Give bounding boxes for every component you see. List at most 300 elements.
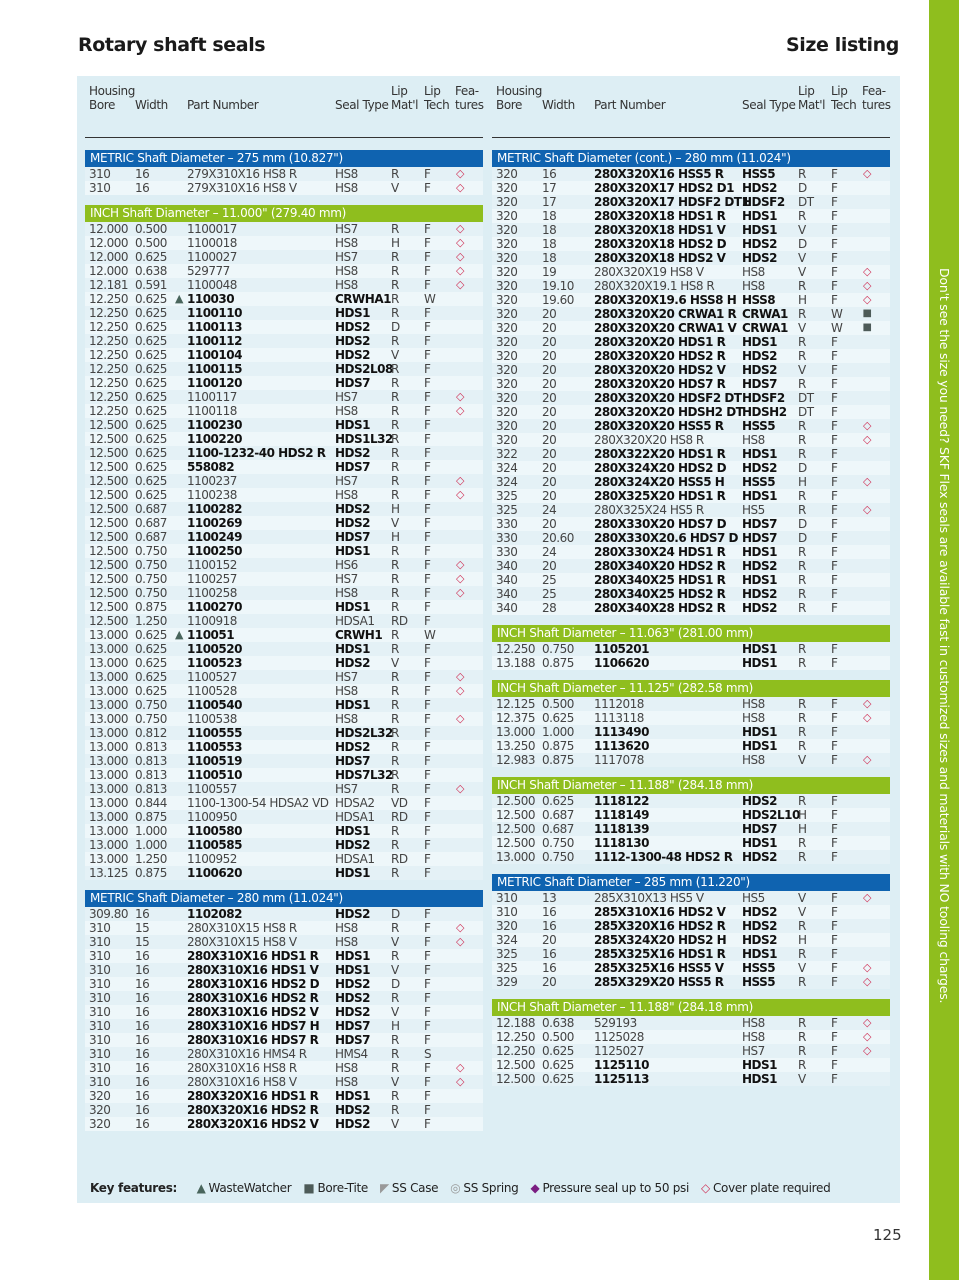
housing-bore: 320 bbox=[496, 237, 518, 251]
seal-type: HS8 bbox=[335, 236, 358, 250]
seal-type: HSS5 bbox=[742, 419, 776, 433]
width: 25 bbox=[542, 587, 557, 601]
housing-bore: 320 bbox=[496, 307, 518, 321]
housing-bore: 12.500 bbox=[89, 530, 128, 544]
seal-type: HDS2 bbox=[742, 587, 777, 601]
part-number: 285X310X13 HS5 V bbox=[594, 891, 704, 905]
width: 20 bbox=[542, 559, 557, 573]
cover-plate-icon: ◇ bbox=[863, 1030, 871, 1043]
part-number: 280X320X19.6 HSS8 H bbox=[594, 293, 737, 307]
part-number: 285X320X16 HDS2 R bbox=[594, 919, 726, 933]
width: 0.875 bbox=[542, 656, 574, 670]
lip-material: R bbox=[391, 782, 399, 796]
table-row bbox=[492, 642, 890, 656]
bore-tite-icon: ■ bbox=[303, 1181, 315, 1195]
width: 1.000 bbox=[135, 824, 167, 838]
table-row bbox=[85, 474, 483, 488]
lip-material: D bbox=[798, 181, 807, 195]
seal-type: HS7 bbox=[335, 222, 358, 236]
cover-plate-icon: ◇ bbox=[456, 670, 464, 683]
seal-type: HDS1 bbox=[742, 447, 777, 461]
seal-type: HDS2 bbox=[742, 850, 777, 864]
lip-tech: F bbox=[424, 432, 431, 446]
table-row bbox=[492, 850, 890, 864]
housing-bore: 13.250 bbox=[496, 739, 535, 753]
width: 0.812 bbox=[135, 726, 167, 740]
part-number: 1100249 bbox=[187, 530, 242, 544]
width: 0.687 bbox=[542, 808, 574, 822]
housing-bore: 310 bbox=[89, 1075, 111, 1089]
part-number: 280X310X16 HS8 R bbox=[187, 1061, 297, 1075]
part-number: 280X320X20 HDS7 R bbox=[594, 377, 726, 391]
lip-material: R bbox=[391, 558, 399, 572]
table-row bbox=[492, 933, 890, 947]
table-row bbox=[85, 963, 483, 977]
lip-material: H bbox=[798, 933, 807, 947]
inch-shaft-section bbox=[492, 625, 890, 670]
part-number: 1125110 bbox=[594, 1058, 649, 1072]
cover-plate-icon: ◇ bbox=[456, 222, 464, 235]
lip-material: D bbox=[798, 517, 807, 531]
lip-material: R bbox=[391, 991, 399, 1005]
header-housing-bore: Housing Bore bbox=[89, 84, 135, 112]
table-row bbox=[492, 905, 890, 919]
wastewatcher-icon: ▲ bbox=[175, 292, 183, 305]
wastewatcher-icon: ▲ bbox=[196, 1181, 206, 1195]
table-row bbox=[492, 279, 890, 293]
lip-material: R bbox=[391, 1103, 399, 1117]
lip-tech: F bbox=[424, 460, 431, 474]
housing-bore: 320 bbox=[496, 321, 518, 335]
width: 20 bbox=[542, 489, 557, 503]
table-row bbox=[492, 307, 890, 321]
width: 20 bbox=[542, 405, 557, 419]
table-row bbox=[492, 419, 890, 433]
seal-type: HDSA1 bbox=[335, 852, 375, 866]
lip-material: R bbox=[798, 642, 806, 656]
lip-tech: F bbox=[424, 712, 431, 726]
part-number: 1118130 bbox=[594, 836, 649, 850]
seal-type: HS8 bbox=[335, 712, 358, 726]
part-number: 280X310X16 HDS1 R bbox=[187, 949, 319, 963]
lip-material: DT bbox=[798, 405, 814, 419]
part-number: 1100553 bbox=[187, 740, 242, 754]
lip-material: R bbox=[798, 307, 806, 321]
lip-tech: F bbox=[424, 754, 431, 768]
lip-tech: F bbox=[831, 1016, 838, 1030]
table-row bbox=[85, 796, 483, 810]
lip-material: RD bbox=[391, 852, 408, 866]
lip-material: D bbox=[798, 461, 807, 475]
side-banner bbox=[929, 0, 959, 1280]
housing-bore: 340 bbox=[496, 587, 518, 601]
column-header bbox=[492, 76, 890, 138]
width: 25 bbox=[542, 573, 557, 587]
lip-material: V bbox=[798, 251, 806, 265]
seal-type: HDS2 bbox=[742, 559, 777, 573]
lip-material: V bbox=[798, 753, 806, 767]
lip-material: H bbox=[391, 502, 400, 516]
width: 16 bbox=[135, 991, 150, 1005]
housing-bore: 13.000 bbox=[89, 698, 128, 712]
width: 16 bbox=[542, 919, 557, 933]
part-number: 1100555 bbox=[187, 726, 242, 740]
width: 0.500 bbox=[542, 697, 574, 711]
lip-material: R bbox=[391, 670, 399, 684]
housing-bore: 310 bbox=[89, 1061, 111, 1075]
lip-material: R bbox=[391, 334, 399, 348]
part-number: 280X330X20.6 HDS7 D bbox=[594, 531, 739, 545]
part-number: 1100117 bbox=[187, 390, 237, 404]
table-row bbox=[85, 348, 483, 362]
part-number: 1100510 bbox=[187, 768, 242, 782]
table-row bbox=[85, 292, 483, 306]
lip-material: V bbox=[391, 656, 399, 670]
lip-tech: F bbox=[831, 545, 838, 559]
seal-type: HDS2 bbox=[742, 601, 777, 615]
width: 20 bbox=[542, 391, 557, 405]
table-row bbox=[85, 698, 483, 712]
seal-type: HDS2 bbox=[335, 1103, 370, 1117]
seal-type: HS7 bbox=[335, 670, 358, 684]
table-row bbox=[85, 418, 483, 432]
lip-tech: F bbox=[831, 642, 838, 656]
seal-type: HDS2 bbox=[742, 919, 777, 933]
cover-plate-icon: ◇ bbox=[863, 167, 871, 180]
lip-material: R bbox=[391, 712, 399, 726]
table-row bbox=[85, 1033, 483, 1047]
width: 16 bbox=[135, 907, 150, 921]
seal-type: HDS2 bbox=[742, 237, 777, 251]
seal-type: HS8 bbox=[742, 753, 765, 767]
width: 28 bbox=[542, 601, 557, 615]
part-number: 1100-1300-54 HDSA2 VD bbox=[187, 796, 329, 810]
housing-bore: 320 bbox=[496, 363, 518, 377]
table-row bbox=[85, 1047, 483, 1061]
part-number: 1105201 bbox=[594, 642, 649, 656]
part-number: 110051 bbox=[187, 628, 235, 642]
width: 0.750 bbox=[542, 850, 574, 864]
lip-material: R bbox=[391, 250, 399, 264]
lip-material: R bbox=[798, 725, 806, 739]
seal-type: HDS1 bbox=[742, 573, 777, 587]
lip-tech: F bbox=[424, 572, 431, 586]
left-sections bbox=[85, 150, 483, 1131]
table-row bbox=[85, 852, 483, 866]
lip-tech: F bbox=[831, 794, 838, 808]
part-number: 280X340X25 HDS2 R bbox=[594, 587, 726, 601]
table-row bbox=[492, 377, 890, 391]
table-row bbox=[492, 209, 890, 223]
housing-bore: 324 bbox=[496, 933, 518, 947]
lip-material: R bbox=[391, 418, 399, 432]
part-number: 280X320X20 HS8 R bbox=[594, 433, 704, 447]
table-row bbox=[85, 264, 483, 278]
width: 16 bbox=[135, 1103, 150, 1117]
table-row bbox=[492, 405, 890, 419]
lip-material: R bbox=[391, 222, 399, 236]
part-number: 1100950 bbox=[187, 810, 237, 824]
housing-bore: 12.000 bbox=[89, 250, 128, 264]
width: 16 bbox=[135, 1089, 150, 1103]
lip-material: R bbox=[798, 697, 806, 711]
housing-bore: 12.500 bbox=[89, 586, 128, 600]
lip-tech: F bbox=[424, 530, 431, 544]
metric-shaft-section bbox=[85, 890, 483, 1131]
seal-type: HDS1 bbox=[742, 656, 777, 670]
lip-tech: F bbox=[831, 753, 838, 767]
part-number: 280X320X20 CRWA1 R bbox=[594, 307, 737, 321]
part-number: 285X310X16 HDS2 V bbox=[594, 905, 726, 919]
cover-plate-icon: ◇ bbox=[456, 264, 464, 277]
housing-bore: 12.500 bbox=[496, 836, 535, 850]
table-row bbox=[85, 390, 483, 404]
lip-tech: F bbox=[831, 531, 838, 545]
lip-tech: F bbox=[831, 391, 838, 405]
width: 16 bbox=[135, 1061, 150, 1075]
seal-type: HDS2 bbox=[335, 348, 370, 362]
housing-bore: 12.000 bbox=[89, 264, 128, 278]
part-number: 1112-1300-48 HDS2 R bbox=[594, 850, 733, 864]
cover-plate-icon: ◇ bbox=[456, 404, 464, 417]
part-number: 1100220 bbox=[187, 432, 242, 446]
lip-material: R bbox=[391, 824, 399, 838]
width: 0.625 bbox=[135, 390, 167, 404]
lip-material: V bbox=[391, 963, 399, 977]
seal-type: HDS2 bbox=[742, 461, 777, 475]
lip-material: R bbox=[798, 209, 806, 223]
lip-tech: F bbox=[831, 573, 838, 587]
lip-material: R bbox=[798, 711, 806, 725]
table-row bbox=[85, 949, 483, 963]
seal-type: HDS1 bbox=[335, 544, 370, 558]
cover-plate-icon: ◇ bbox=[456, 586, 464, 599]
width: 17 bbox=[542, 181, 557, 195]
housing-bore: 12.250 bbox=[89, 306, 128, 320]
cover-plate-icon: ◇ bbox=[863, 753, 871, 766]
table-row bbox=[85, 488, 483, 502]
lip-material: R bbox=[798, 349, 806, 363]
table-row bbox=[85, 670, 483, 684]
width: 16 bbox=[135, 1019, 150, 1033]
lip-material: V bbox=[391, 1075, 399, 1089]
part-number: 1117078 bbox=[594, 753, 644, 767]
lip-tech: F bbox=[831, 447, 838, 461]
width: 20 bbox=[542, 349, 557, 363]
lip-material: R bbox=[798, 489, 806, 503]
right-sections bbox=[492, 150, 890, 1086]
lip-material: R bbox=[798, 447, 806, 461]
lip-tech: F bbox=[424, 810, 431, 824]
housing-bore: 12.000 bbox=[89, 236, 128, 250]
lip-tech: F bbox=[424, 1089, 431, 1103]
lip-tech: F bbox=[831, 349, 838, 363]
seal-type: HS5 bbox=[742, 503, 765, 517]
lip-tech: F bbox=[424, 250, 431, 264]
width: 0.687 bbox=[135, 530, 167, 544]
lip-material: VD bbox=[391, 796, 408, 810]
part-number: 279X310X16 HS8 R bbox=[187, 167, 297, 181]
lip-material: R bbox=[391, 292, 399, 306]
lip-material: R bbox=[391, 474, 399, 488]
lip-tech: F bbox=[831, 559, 838, 573]
seal-type: HS8 bbox=[335, 935, 358, 949]
lip-material: R bbox=[798, 1030, 806, 1044]
table-row bbox=[492, 181, 890, 195]
width: 16 bbox=[135, 977, 150, 991]
seal-type: HMS4 bbox=[335, 1047, 368, 1061]
lip-tech: F bbox=[831, 433, 838, 447]
seal-type: HS8 bbox=[742, 265, 765, 279]
cover-plate-icon: ◇ bbox=[863, 265, 871, 278]
part-number: 280X324X20 HSS5 H bbox=[594, 475, 725, 489]
width: 18 bbox=[542, 223, 557, 237]
lip-material: R bbox=[391, 306, 399, 320]
lip-material: D bbox=[391, 977, 400, 991]
housing-bore: 340 bbox=[496, 573, 518, 587]
lip-tech: F bbox=[424, 963, 431, 977]
width: 0.625 bbox=[135, 432, 167, 446]
housing-bore: 12.500 bbox=[89, 614, 128, 628]
header-features: Fea- tures bbox=[455, 84, 484, 112]
width: 0.625 bbox=[135, 474, 167, 488]
table-row bbox=[85, 754, 483, 768]
header-part-number: Part Number bbox=[187, 98, 259, 112]
width: 18 bbox=[542, 209, 557, 223]
table-row bbox=[492, 391, 890, 405]
housing-bore: 13.000 bbox=[89, 628, 128, 642]
seal-type: HDS2 bbox=[335, 1005, 370, 1019]
housing-bore: 12.500 bbox=[496, 794, 535, 808]
table-row bbox=[85, 1019, 483, 1033]
width: 0.591 bbox=[135, 278, 167, 292]
legend-label: Pressure seal up to 50 psi bbox=[542, 1181, 690, 1195]
lip-tech: F bbox=[424, 516, 431, 530]
width: 0.625 bbox=[135, 488, 167, 502]
housing-bore: 13.000 bbox=[89, 642, 128, 656]
width: 0.813 bbox=[135, 782, 167, 796]
lip-material: H bbox=[391, 1019, 400, 1033]
part-number: 280X340X25 HDS1 R bbox=[594, 573, 726, 587]
lip-tech: F bbox=[831, 836, 838, 850]
lip-material: R bbox=[798, 545, 806, 559]
table-row bbox=[492, 447, 890, 461]
right-column bbox=[492, 76, 890, 1086]
lip-material: R bbox=[798, 419, 806, 433]
seal-type: HDSA2 bbox=[335, 796, 375, 810]
part-number: 280X320X18 HDS1 R bbox=[594, 209, 726, 223]
width: 1.250 bbox=[135, 614, 167, 628]
inch-shaft-section bbox=[492, 680, 890, 767]
width: 0.625 bbox=[542, 1072, 574, 1086]
lip-material: V bbox=[798, 961, 806, 975]
housing-bore: 12.500 bbox=[496, 1072, 535, 1086]
lip-material: H bbox=[798, 293, 807, 307]
width: 20 bbox=[542, 461, 557, 475]
lip-material: R bbox=[798, 919, 806, 933]
part-number: 1100113 bbox=[187, 320, 242, 334]
table-row bbox=[492, 517, 890, 531]
housing-bore: 310 bbox=[89, 991, 111, 1005]
seal-type: HS8 bbox=[335, 1061, 358, 1075]
part-number: 280X330X20 HDS7 D bbox=[594, 517, 727, 531]
housing-bore: 12.250 bbox=[89, 362, 128, 376]
table-row bbox=[85, 810, 483, 824]
lip-material: R bbox=[391, 754, 399, 768]
seal-type: HDS1L32 bbox=[335, 432, 393, 446]
table-row bbox=[492, 461, 890, 475]
lip-material: R bbox=[391, 921, 399, 935]
lip-tech: F bbox=[831, 1072, 838, 1086]
part-number: 1100237 bbox=[187, 474, 237, 488]
lip-material: R bbox=[391, 167, 399, 181]
part-number: 1125113 bbox=[594, 1072, 649, 1086]
table-row bbox=[492, 489, 890, 503]
table-row bbox=[492, 601, 890, 615]
part-number: 1100952 bbox=[187, 852, 237, 866]
section-heading: INCH Shaft Diameter – 11.125" (282.58 mm) bbox=[492, 680, 890, 697]
housing-bore: 310 bbox=[496, 891, 518, 905]
part-number: 1125027 bbox=[594, 1044, 644, 1058]
lip-tech: F bbox=[831, 711, 838, 725]
part-number: 529777 bbox=[187, 264, 230, 278]
table-row bbox=[492, 349, 890, 363]
lip-tech: F bbox=[831, 850, 838, 864]
width: 20 bbox=[542, 447, 557, 461]
table-row bbox=[85, 376, 483, 390]
lip-tech: F bbox=[424, 502, 431, 516]
table-row bbox=[85, 614, 483, 628]
lip-tech: F bbox=[831, 167, 838, 181]
lip-tech: F bbox=[424, 600, 431, 614]
width: 0.625 bbox=[542, 1058, 574, 1072]
housing-bore: 12.375 bbox=[496, 711, 535, 725]
lip-tech: F bbox=[424, 796, 431, 810]
lip-material: R bbox=[391, 1061, 399, 1075]
part-number: 1100520 bbox=[187, 642, 242, 656]
lip-tech: F bbox=[831, 503, 838, 517]
part-number: 1125028 bbox=[594, 1030, 644, 1044]
seal-type: HDS1 bbox=[742, 642, 777, 656]
part-number: 280X320X20 HDSH2 DT bbox=[594, 405, 744, 419]
lip-tech: F bbox=[424, 222, 431, 236]
housing-bore: 310 bbox=[89, 977, 111, 991]
part-number: 280X325X24 HS5 R bbox=[594, 503, 704, 517]
part-number: 285X329X20 HSS5 R bbox=[594, 975, 724, 989]
width: 20.60 bbox=[542, 531, 574, 545]
table-row bbox=[492, 433, 890, 447]
housing-bore: 12.250 bbox=[496, 1044, 535, 1058]
lip-material: V bbox=[391, 181, 399, 195]
lip-material: D bbox=[391, 320, 400, 334]
lip-tech: F bbox=[424, 782, 431, 796]
lip-material: R bbox=[798, 1058, 806, 1072]
housing-bore: 320 bbox=[496, 293, 518, 307]
width: 0.750 bbox=[542, 836, 574, 850]
width: 0.687 bbox=[135, 502, 167, 516]
lip-material: H bbox=[391, 236, 400, 250]
seal-type: HDS7L32 bbox=[335, 768, 393, 782]
part-number: 1100152 bbox=[187, 558, 237, 572]
part-number: 1100250 bbox=[187, 544, 242, 558]
lip-material: R bbox=[391, 838, 399, 852]
table-row bbox=[85, 250, 483, 264]
part-number: 1100104 bbox=[187, 348, 242, 362]
seal-type: HDS1 bbox=[335, 642, 370, 656]
section-heading: INCH Shaft Diameter – 11.000" (279.40 mm) bbox=[85, 205, 483, 222]
part-number: 1100519 bbox=[187, 754, 242, 768]
lip-material: R bbox=[391, 866, 399, 880]
